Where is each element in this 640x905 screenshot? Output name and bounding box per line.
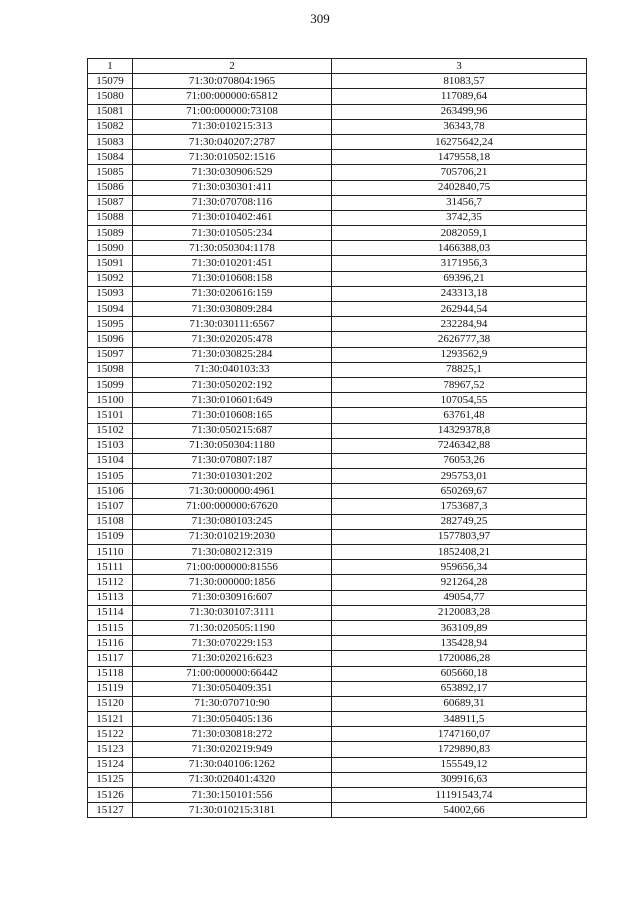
table-row [88,772,587,787]
table-row [88,742,587,757]
cadastral-value: 1753687,3 [332,499,587,514]
cadastral-number: 71:30:010215:3181 [133,803,332,818]
row-number: 15122 [88,727,133,742]
table-row [88,302,587,317]
cadastral-number: 71:30:150101:556 [133,788,332,803]
table-row [88,696,587,711]
cadastral-value: 705706,21 [332,165,587,180]
row-number: 15126 [88,788,133,803]
row-number: 15121 [88,712,133,727]
cadastral-value: 2402840,75 [332,180,587,195]
row-number: 15094 [88,302,133,317]
row-number: 15113 [88,590,133,605]
cadastral-value: 650269,67 [332,484,587,499]
row-number: 15102 [88,423,133,438]
row-number: 15098 [88,362,133,377]
cadastral-number: 71:30:000000:4961 [133,484,332,499]
table-row [88,134,587,149]
cadastral-value: 3171956,3 [332,256,587,271]
row-number: 15081 [88,104,133,119]
cadastral-value: 1293562,9 [332,347,587,362]
cadastral-value: 16275642,24 [332,134,587,149]
cadastral-number: 71:30:030111:6567 [133,317,332,332]
cadastral-number: 71:30:050409:351 [133,681,332,696]
row-number: 15079 [88,74,133,89]
row-number: 15115 [88,620,133,635]
row-number: 15084 [88,150,133,165]
row-number: 15089 [88,226,133,241]
row-number: 15100 [88,393,133,408]
row-number: 15080 [88,89,133,104]
table-row [88,423,587,438]
cadastral-value: 31456,7 [332,195,587,210]
row-number: 15125 [88,772,133,787]
table-row [88,575,587,590]
cadastral-number: 71:30:050304:1180 [133,438,332,453]
cadastral-value: 69396,21 [332,271,587,286]
cadastral-value: 282749,25 [332,514,587,529]
cadastral-number: 71:30:020216:623 [133,651,332,666]
row-number: 15112 [88,575,133,590]
table-row [88,362,587,377]
cadastral-number: 71:30:010502:1516 [133,150,332,165]
cadastral-number: 71:30:070804:1965 [133,74,332,89]
table-row [88,469,587,484]
cadastral-number: 71:30:030107:3111 [133,605,332,620]
cadastral-number: 71:30:040103:33 [133,362,332,377]
cadastral-number: 71:30:010301:202 [133,469,332,484]
cadastral-number: 71:30:010215:313 [133,119,332,134]
row-number: 15083 [88,134,133,149]
column-header-3: 3 [332,59,587,74]
row-number: 15116 [88,636,133,651]
cadastral-number: 71:30:030916:607 [133,590,332,605]
table-row [88,651,587,666]
table-row [88,241,587,256]
table-row [88,393,587,408]
cadastral-value: 348911,5 [332,712,587,727]
table-row [88,529,587,544]
cadastral-value: 605660,18 [332,666,587,681]
table-row [88,332,587,347]
cadastral-value: 3742,35 [332,210,587,225]
cadastral-number: 71:30:000000:1856 [133,575,332,590]
cadastral-number: 71:30:010402:461 [133,210,332,225]
row-number: 15093 [88,286,133,301]
row-number: 15099 [88,377,133,392]
cadastral-value: 309916,63 [332,772,587,787]
cadastral-number: 71:30:030818:272 [133,727,332,742]
table-row [88,165,587,180]
cadastral-number: 71:30:010608:165 [133,408,332,423]
table-row [88,317,587,332]
cadastral-value: 60689,31 [332,696,587,711]
row-number: 15118 [88,666,133,681]
row-number: 15101 [88,408,133,423]
cadastral-number: 71:30:030906:529 [133,165,332,180]
table-row [88,89,587,104]
cadastral-value: 14329378,8 [332,423,587,438]
cadastral-value: 921264,28 [332,575,587,590]
row-number: 15114 [88,605,133,620]
cadastral-number: 71:30:020219:949 [133,742,332,757]
row-number: 15086 [88,180,133,195]
cadastral-value: 117089,64 [332,89,587,104]
cadastral-number: 71:30:020401:4320 [133,772,332,787]
table-row [88,286,587,301]
table-row [88,712,587,727]
cadastral-number: 71:30:070710:90 [133,696,332,711]
cadastral-value: 1466388,03 [332,241,587,256]
table-row [88,514,587,529]
table-row [88,453,587,468]
cadastral-number: 71:30:030809:284 [133,302,332,317]
cadastral-value: 232284,94 [332,317,587,332]
cadastral-value: 7246342,88 [332,438,587,453]
table-row [88,271,587,286]
row-number: 15096 [88,332,133,347]
cadastral-number: 71:00:000000:65812 [133,89,332,104]
row-number: 15091 [88,256,133,271]
cadastral-number: 71:30:030825:284 [133,347,332,362]
cadastral-number: 71:30:070708:116 [133,195,332,210]
table-row [88,438,587,453]
cadastral-value: 76053,26 [332,453,587,468]
column-header-1: 1 [88,59,133,74]
column-header-2: 2 [133,59,332,74]
cadastral-number: 71:30:010201:451 [133,256,332,271]
cadastral-number: 71:30:040106:1262 [133,757,332,772]
row-number: 15108 [88,514,133,529]
table-row [88,499,587,514]
row-number: 15119 [88,681,133,696]
cadastral-value: 54002,66 [332,803,587,818]
cadastral-value: 78967,52 [332,377,587,392]
row-number: 15082 [88,119,133,134]
cadastral-value: 81083,57 [332,74,587,89]
cadastral-value: 1720086,28 [332,651,587,666]
cadastral-number: 71:30:010601:649 [133,393,332,408]
cadastral-value: 78825,1 [332,362,587,377]
cadastral-number: 71:30:010219:2030 [133,529,332,544]
cadastral-value: 2120083,28 [332,605,587,620]
cadastral-number: 71:30:030301:411 [133,180,332,195]
table-row [88,803,587,818]
cadastral-number: 71:00:000000:66442 [133,666,332,681]
cadastral-number: 71:30:010505:234 [133,226,332,241]
cadastral-value: 363109,89 [332,620,587,635]
table-row [88,681,587,696]
row-number: 15103 [88,438,133,453]
row-number: 15111 [88,560,133,575]
cadastral-number: 71:00:000000:67620 [133,499,332,514]
table-row [88,119,587,134]
cadastral-number: 71:30:020616:159 [133,286,332,301]
cadastral-number: 71:30:070229:153 [133,636,332,651]
table-row [88,727,587,742]
row-number: 15085 [88,165,133,180]
cadastral-number: 71:30:070807:187 [133,453,332,468]
row-number: 15106 [88,484,133,499]
table-row [88,788,587,803]
row-number: 15092 [88,271,133,286]
table-row [88,377,587,392]
row-number: 15107 [88,499,133,514]
row-number: 15110 [88,545,133,560]
cadastral-value: 1729890,83 [332,742,587,757]
row-number: 15104 [88,453,133,468]
table-row [88,636,587,651]
table-row [88,605,587,620]
row-number: 15127 [88,803,133,818]
row-number: 15090 [88,241,133,256]
cadastral-value: 262944,54 [332,302,587,317]
table-row [88,484,587,499]
row-number: 15117 [88,651,133,666]
cadastral-number: 71:30:020205:478 [133,332,332,347]
table-row [88,104,587,119]
cadastral-number: 71:00:000000:73108 [133,104,332,119]
row-number: 15088 [88,210,133,225]
table-row [88,74,587,89]
table-row [88,590,587,605]
row-number: 15123 [88,742,133,757]
cadastral-value: 1747160,07 [332,727,587,742]
row-number: 15097 [88,347,133,362]
table-row [88,545,587,560]
table-row [88,560,587,575]
cadastral-value: 155549,12 [332,757,587,772]
cadastral-value: 2626777,38 [332,332,587,347]
page-number: 309 [310,11,330,26]
cadastral-value: 2082059,1 [332,226,587,241]
cadastral-number: 71:30:050215:687 [133,423,332,438]
table-row [88,347,587,362]
cadastral-value: 36343,78 [332,119,587,134]
table-row [88,256,587,271]
cadastral-value: 11191543,74 [332,788,587,803]
table-row [88,408,587,423]
cadastral-number: 71:30:050304:1178 [133,241,332,256]
cadastral-value: 295753,01 [332,469,587,484]
cadastral-number: 71:00:000000:81556 [133,560,332,575]
table-row [88,226,587,241]
cadastral-value: 1479558,18 [332,150,587,165]
table-row [88,620,587,635]
cadastral-value: 135428,94 [332,636,587,651]
cadastral-value-table [87,58,587,818]
table-header-row [88,59,587,74]
table-row [88,666,587,681]
cadastral-number: 71:30:010608:158 [133,271,332,286]
cadastral-number: 71:30:020505:1190 [133,620,332,635]
row-number: 15109 [88,529,133,544]
cadastral-value: 653892,17 [332,681,587,696]
table-row [88,757,587,772]
row-number: 15124 [88,757,133,772]
cadastral-value: 243313,18 [332,286,587,301]
row-number: 15105 [88,469,133,484]
cadastral-number: 71:30:050202:192 [133,377,332,392]
cadastral-value: 49054,77 [332,590,587,605]
cadastral-number: 71:30:080103:245 [133,514,332,529]
cadastral-value: 959656,34 [332,560,587,575]
cadastral-value: 63761,48 [332,408,587,423]
cadastral-value: 263499,96 [332,104,587,119]
cadastral-value: 1577803,97 [332,529,587,544]
cadastral-number: 71:30:080212:319 [133,545,332,560]
cadastral-value: 1852408,21 [332,545,587,560]
table-row [88,210,587,225]
cadastral-value: 107054,55 [332,393,587,408]
table-row [88,180,587,195]
cadastral-number: 71:30:050405:136 [133,712,332,727]
row-number: 15087 [88,195,133,210]
table-row [88,195,587,210]
cadastral-number: 71:30:040207:2787 [133,134,332,149]
row-number: 15120 [88,696,133,711]
table-row [88,150,587,165]
row-number: 15095 [88,317,133,332]
